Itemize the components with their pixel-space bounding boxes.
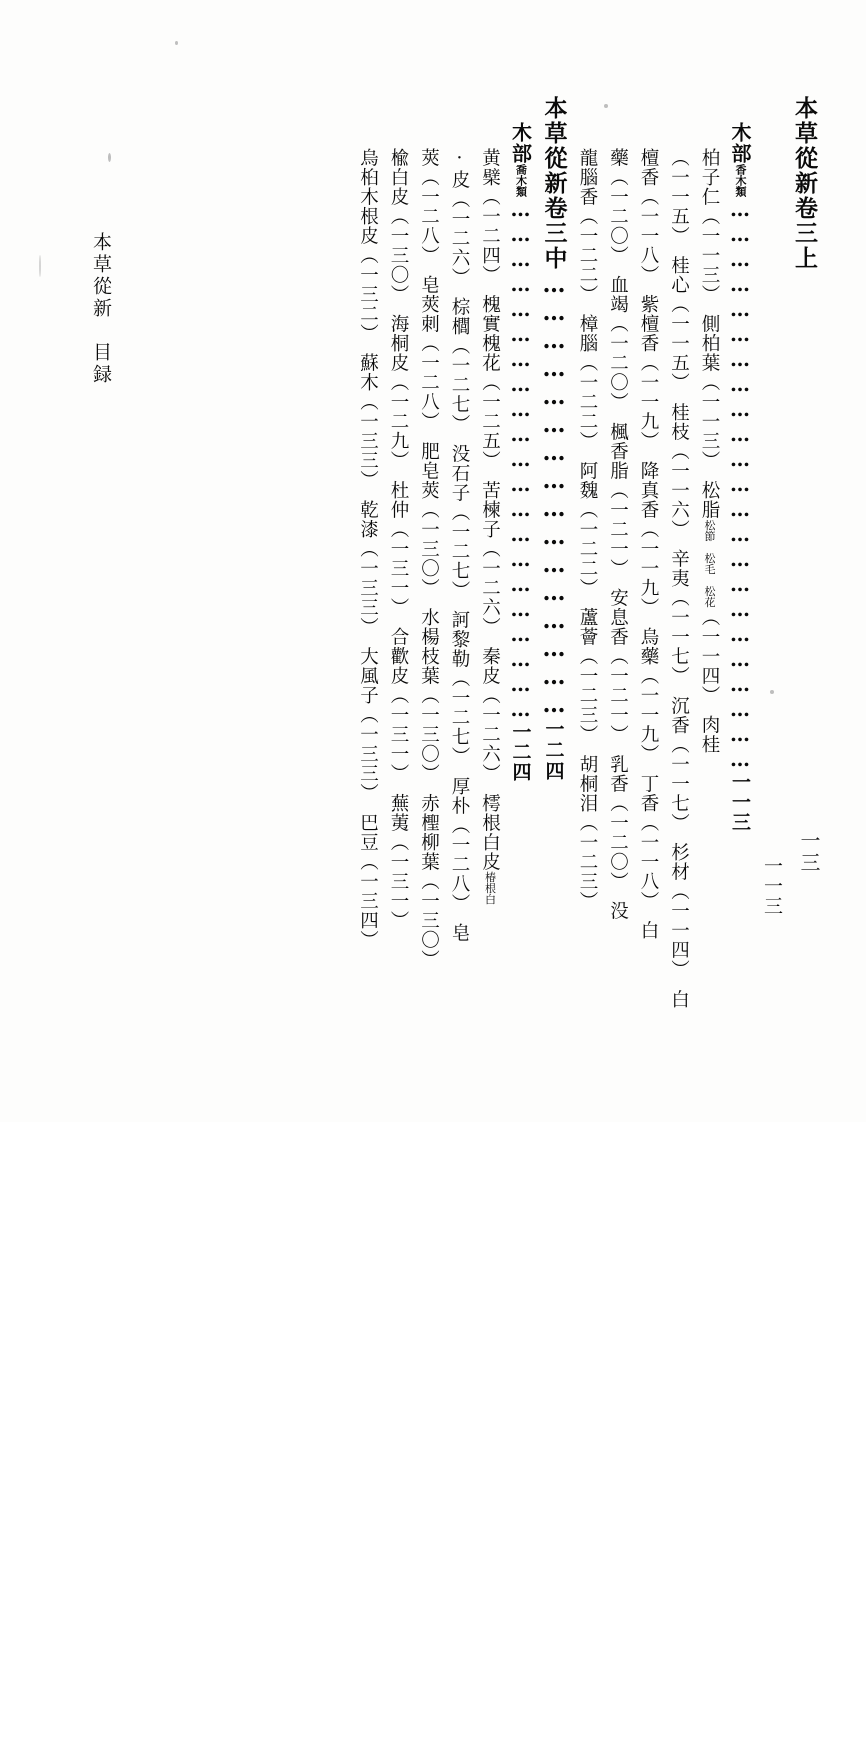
section-mubu-fragrant: [724, 96, 756, 1028]
toc-entry-line: ·皮（一二六） 棕櫚（一二七） 没石子（一二七） 訶黎勒（一二七） 厚朴（一二八） 皂: [449, 148, 470, 943]
scan-speck: [175, 41, 178, 45]
section-mubu-tall-trees: [505, 96, 537, 1028]
section-annotation: 喬木類: [514, 164, 528, 197]
pageno-volume-3-upper: 一一三: [761, 856, 783, 916]
toc-entry-line: 烏桕木根皮（一三二） 蘇木（一三三） 乾漆（一三三） 大風子（一三三） 巴豆（一三四）: [357, 148, 379, 950]
leader-dots: ………………………………………………………: [508, 197, 533, 722]
toc-entry-line: 藥（一二〇） 血竭（一二〇） 楓香脂（一二一） 安息香（一二一） 乳香（一二〇） 没: [607, 148, 629, 921]
toc-entry-line: 楡白皮（一三〇） 海桐皮（一二九） 杜仲（一三一） 合歡皮（一三一） 蕪荑（一三一）: [388, 148, 409, 930]
section-label: 木部: [728, 122, 752, 164]
leader-dots: ……………………………………………………………: [728, 197, 752, 772]
entry-text: 柏子仁（一一三） 側柏葉（一一三） 松脂: [699, 148, 720, 520]
heading-volume-3-upper: 本草從新卷三上: [791, 96, 818, 271]
toc-entry-line: 莢（一二八） 皂莢刺（一二八） 肥皂莢（一三〇） 水楊枝葉（一三〇） 赤檉柳葉（一三〇）: [418, 148, 440, 969]
folio-page-number: 一三: [797, 830, 821, 874]
scan-speck: [604, 104, 608, 108]
toc-entry-line: [474, 96, 505, 1054]
scan-speck: [39, 255, 41, 277]
heading-pageno: 一二四: [542, 719, 565, 782]
entry-annotation: 松節 松毛 松花: [703, 519, 716, 608]
heading-label: 本草從新卷三中: [540, 96, 568, 271]
toc-entry-line: [694, 96, 725, 1054]
section-label: 木部: [508, 122, 533, 164]
running-title: 本草從新 目録: [90, 232, 112, 386]
scan-speck: [108, 153, 111, 162]
section-annotation: 香木類: [734, 164, 747, 197]
toc-entry-line: （一一五） 桂心（一一五） 桂枝（一一六） 辛夷（一一七） 沉香（一一七） 杉材（一一四） 白: [668, 148, 690, 1009]
scan-speck: [770, 690, 774, 694]
heading-volume-3-middle: [537, 96, 572, 1002]
leader-dots: …………………………………………: [540, 271, 568, 719]
entry-annotation: 椿根白: [483, 871, 497, 905]
entry-text: 黄檗（一二四） 槐實槐花（一二五） 苦楝子（一二六） 秦皮（一二六） 樗根白皮: [479, 148, 501, 872]
entry-tail: （一一四） 肉桂: [699, 607, 720, 755]
toc-entry-line: 檀香（一一八） 紫檀香（一一九） 降真香（一一九） 烏藥（一一九） 丁香（一一八） 白: [638, 148, 659, 941]
section-pageno: 一一三: [729, 772, 751, 832]
toc-columns: [44, 96, 822, 1009]
toc-entry-line: 龍腦香（一二二） 樟腦（一二二） 阿魏（一二二） 蘆薈（一二三） 胡桐泪（一二三）: [577, 148, 598, 911]
section-pageno: 一二四: [509, 722, 532, 782]
